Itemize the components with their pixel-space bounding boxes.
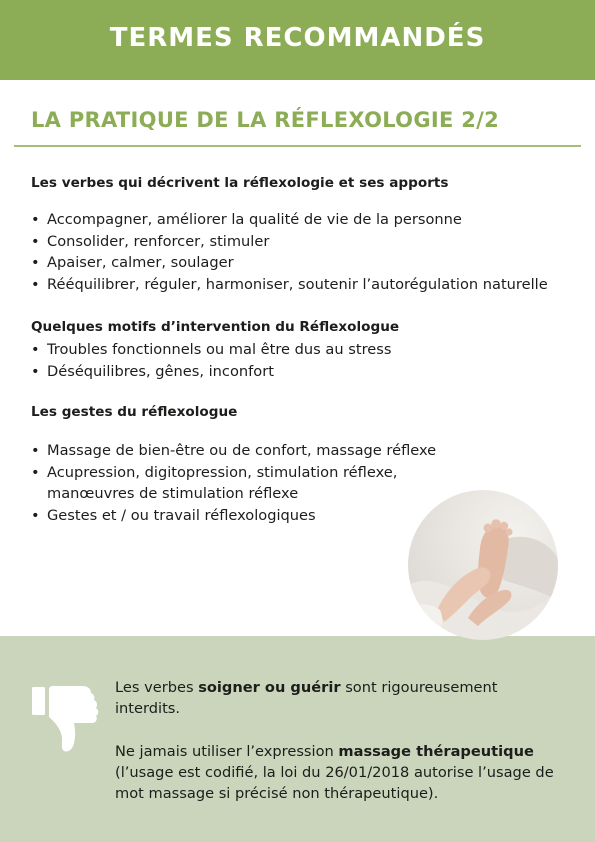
thumbs-down-icon xyxy=(30,683,100,759)
list-item: • Déséquilibres, gênes, inconfort xyxy=(31,361,391,383)
list-gestes xyxy=(31,440,436,526)
list-item: • Apaiser, calmer, soulager xyxy=(31,252,548,274)
header-band xyxy=(0,0,595,80)
section-heading-motifs: Quelques motifs d’intervention du Réflexologue xyxy=(31,319,400,335)
note-text: Les verbes xyxy=(115,679,199,696)
list-item: • Rééquilibrer, réguler, harmoniser, soutenir l’autorégulation naturelle xyxy=(31,274,548,296)
list-item: • Troubles fonctionnels ou mal être dus au stress xyxy=(31,339,391,361)
page-subtitle: LA PRATIQUE DE LA RÉFLEXOLOGIE 2/2 xyxy=(31,108,500,132)
note-text: interdits. xyxy=(115,700,181,717)
note-text: Ne jamais utiliser l’expression xyxy=(115,743,339,760)
list-item: • Acupression, digitopression, stimulation réflexe, xyxy=(31,462,436,484)
list-item: • Gestes et / ou travail réflexologiques xyxy=(31,505,436,527)
list-item: • Accompagner, améliorer la qualité de vie de la personne xyxy=(31,209,548,231)
note-forbidden-verbs xyxy=(115,677,498,719)
note-massage-expression xyxy=(115,741,554,804)
divider xyxy=(14,145,581,147)
list-item-continuation: manœuvres de stimulation réflexe xyxy=(47,485,299,503)
note-emphasis: massage thérapeutique xyxy=(338,743,534,760)
foot-massage-illustration xyxy=(408,490,558,640)
list-motifs xyxy=(31,339,391,382)
list-item: • Consolider, renforcer, stimuler xyxy=(31,231,548,253)
header-title: TERMES RECOMMANDÉS xyxy=(109,23,486,53)
section-heading-verbes: Les verbes qui décrivent la réflexologie et ses apports xyxy=(31,175,449,191)
note-emphasis: soigner ou guérir xyxy=(198,679,341,696)
note-text: mot massage si précisé non thérapeutique). xyxy=(115,785,439,802)
note-text: (l’usage est codifié, la loi du 26/01/2018 autorise l’usage de xyxy=(115,764,554,781)
list-item: • Massage de bien-être ou de confort, massage réflexe xyxy=(31,440,436,462)
foot-massage-photo xyxy=(408,490,558,640)
list-verbes xyxy=(31,209,548,295)
section-heading-gestes: Les gestes du réflexologue xyxy=(31,404,238,420)
note-text: sont rigoureusement xyxy=(340,679,498,696)
